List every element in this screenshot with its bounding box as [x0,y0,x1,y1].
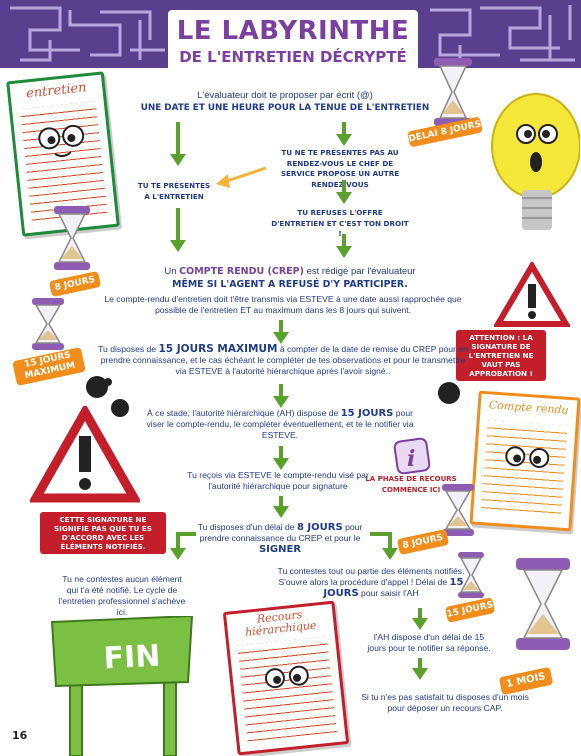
fifteen-bold: 15 JOURS MAXIMUM [158,343,278,355]
arrow-down-icon [334,232,354,262]
face-icon [255,658,318,700]
arrow-down-icon [168,120,188,170]
face-icon [30,116,94,162]
step-ah-15-days: À ce stade, l'autorité hiérarchique (AH) dispose de 15 JOURS pour viser le compte-rendu, le compléter éventuellement, et te le notifier via ESTEVE. [146,408,414,440]
arrow-down-icon [410,656,430,684]
step-recours-cap: Si tu n'es pas satisfait tu disposes d'un mois pour déposer un recours CAP. [361,692,529,713]
entretien-note-title: entretien [25,80,88,102]
arrow-branch-left-icon [166,528,206,564]
recours-note-title: Recours hiérarchique [244,607,318,639]
step-crep-even-refused: MÊME SI L'AGENT A REFUSÉ D'Y PARTICIPER. [172,279,408,290]
step-proposal-date: UNE DATE ET UNE HEURE POUR LA TENUE DE L'ENTRETIEN [140,103,430,113]
arrow-down-icon [271,494,291,522]
arrow-down-icon [168,206,188,256]
step-receive-crep: Tu reçois via ESTEVE le compte-rendu visé par l'autorité hiérarchique pour signature [187,470,369,491]
8-jours-badge-2: 8 JOURS [397,529,449,555]
fin-signpost-illustration [46,616,196,756]
step-no-contest: Tu ne contestes aucun élément qui t'a été notifié. Le cycle de l'entretien professionnel s'achève ici. [58,574,186,617]
recours-hierarchique-note-illustration [223,601,349,756]
15-jours-maximum-badge: 15 JOURS MAXIMUM [12,347,86,386]
contest-15-bold: 15 JOURS [323,577,464,599]
1-mois-badge: 1 MOIS [499,667,554,695]
compte-rendu-note-title: Compte rendu [488,398,570,417]
fin-label: FIN [102,638,162,677]
hourglass-icon [30,296,66,352]
step-proposal-text: L'évaluateur doit te proposer par écrit (@) [197,90,373,101]
title-box [168,10,418,76]
svg-text:i: i [407,446,416,472]
step-15-days: Tu disposes de 15 JOURS MAXIMUM à compter de la date de remise du CREP pour en prendre connaissance, et le cas échéant le compléter de tes observations et pour le transmettre via ESTEVE à l'autorité hiérarchique après l'avoir signé.. [98,343,468,376]
arrow-left-icon [210,162,270,192]
page-subtitle: DE L'ENTRETIEN DÉCRYPTÉ [179,48,407,66]
ink-blot-icon [434,378,464,408]
warning-triangle-icon [30,406,140,506]
delai-8-jours-badge: DÉLAI 8 JOURS [407,116,483,147]
step-refuse: TU REFUSES L'OFFRE D'ENTRETIEN ET C'EST TON DROIT ! [271,208,409,238]
signer-bold: SIGNER [258,544,302,555]
step-ah-reply: l'AH dispose d'un délai de 15 jours pour te notifier sa réponse. [367,632,491,653]
lightbulb-icon [488,86,580,256]
hourglass-icon [514,556,572,652]
hourglass-icon [432,56,474,128]
15-jours-badge: 15 JOURS [445,597,495,623]
face-icon [496,439,558,479]
crep-bold: COMPTE RENDU (CREP) [179,266,304,277]
page-number: 16 [12,729,28,742]
arrow-down-icon [334,120,354,150]
arrow-down-icon [334,178,354,208]
hourglass-icon [456,550,486,600]
warning-triangle-icon [494,262,570,330]
step-8-days-sign: Tu disposes d'un délai de 8 JOURS pour prendre connaissance du CREP et pour le SIGNER [197,522,363,555]
step-no-show: TU NE TE PRÉSENTES PAS AU RENDEZ-VOUS LE CHEF DE SERVICE PROPOSE UN AUTRE RENDEZ-VOUS [280,148,400,189]
8-jours-badge: 8 JOURS [49,271,101,297]
page-title: LE LABYRINTHE [176,16,410,46]
step-contest: Tu contestes tout ou partie des éléments notifiés. S'ouvre alors la procédure d'appel ! Délai de 15 JOURS pour saisir l'AH [277,566,465,599]
compte-rendu-note-illustration [469,391,580,532]
hourglass-icon [52,204,92,272]
step-crep: Un COMPTE RENDU (CREP) est rédigé par l'évaluateur [164,266,416,277]
warning-signature-approval: ATTENTION : LA SIGNATURE DE L'ENTRETIEN NE VAUT PAS APPROBATION ! [456,330,546,381]
ah-15-bold: 15 JOURS [340,408,394,419]
arrow-branch-right-icon [364,528,404,564]
eight-bold: 8 JOURS [296,522,343,533]
warning-signature-agreement: CETTE SIGNATURE NE SIGNIFIE PAS QUE TU ES D'ACCORD AVEC LES ÉLÉMENTS NOTIFIÉS. [40,512,166,554]
arrow-down-icon [410,606,430,634]
step-crep-detail: Le compte-rendu d'entretien doit t'être transmis via ESTEVE à une date aussi rapprochée que possible de l'entretien ET au maximum dans les 8 jours qui suivent. [104,294,462,315]
info-icon [392,436,432,478]
recours-phase-label: LA PHASE DE RECOURS COMMENCE ICI [365,475,457,494]
step-present: TU TE PRÉSENTES À L'ENTRETIEN [137,181,211,201]
